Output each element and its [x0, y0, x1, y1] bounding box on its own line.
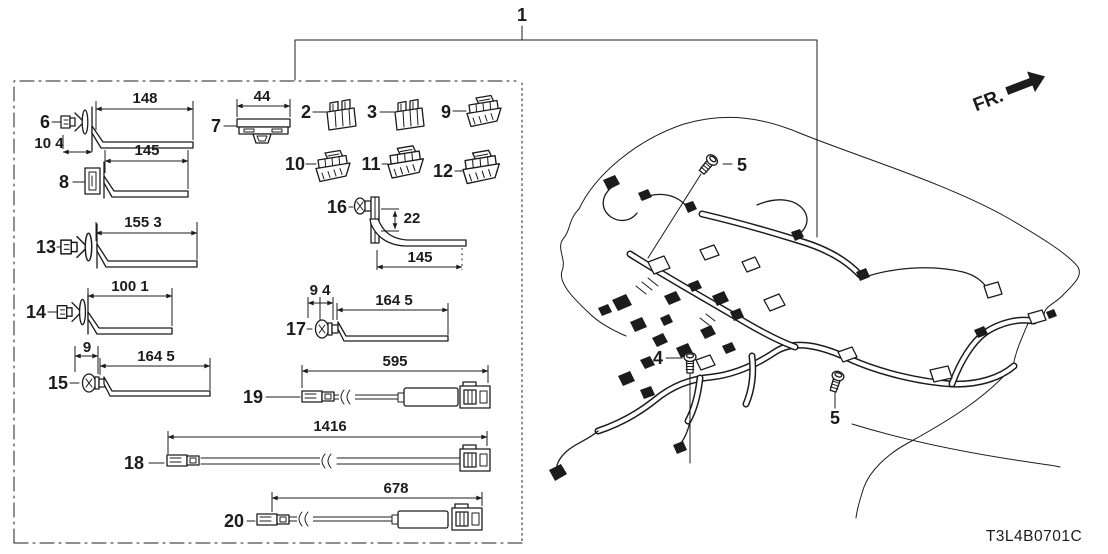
- part-ref-7[interactable]: 7: [210, 116, 222, 136]
- diagram-code: T3L4B0701C: [985, 528, 1083, 545]
- part-ref-14[interactable]: 14: [25, 302, 47, 322]
- dim-label-100-1: 100 1: [111, 278, 149, 295]
- part-item-16: [327, 197, 466, 270]
- clip-glyph: [85, 168, 100, 194]
- part-ref-8[interactable]: 8: [58, 172, 70, 192]
- part-ref-17[interactable]: 17: [285, 319, 307, 339]
- cable-break-symbol: [339, 389, 355, 405]
- part-item-6: [34, 90, 193, 152]
- cable-tube: [398, 511, 448, 528]
- cable-end-connector: [460, 445, 490, 471]
- part-item-17: [286, 282, 448, 341]
- part-item-2: [301, 100, 356, 131]
- cable-end-connector: [302, 391, 334, 402]
- fr-arrow-icon: [1003, 66, 1049, 101]
- part-item-13: [36, 214, 197, 268]
- fastener-ref-4[interactable]: 4: [652, 348, 664, 368]
- grommet-glyph: [316, 320, 339, 338]
- dim-label-9: 9: [82, 339, 92, 356]
- fastener-callout-5-upper: [648, 153, 747, 258]
- part-item-7: [211, 88, 290, 143]
- part-ref-2[interactable]: 2: [300, 102, 312, 122]
- part-item-8: [59, 142, 188, 198]
- parts-box-border: [14, 81, 523, 543]
- assembly-ref-label[interactable]: 1: [516, 5, 528, 25]
- part-ref-13[interactable]: 13: [35, 237, 57, 257]
- part-ref-9[interactable]: 9: [440, 102, 452, 122]
- part-ref-10[interactable]: 10: [284, 154, 306, 174]
- connector-housing-glyph: [316, 151, 350, 182]
- part-ref-6[interactable]: 6: [39, 112, 51, 132]
- part-ref-20[interactable]: 20: [223, 511, 245, 531]
- harness-connectors: [549, 175, 1057, 481]
- dim-label-595: 595: [382, 353, 408, 370]
- part-item-15: [48, 339, 210, 396]
- part-item-3: [367, 100, 424, 131]
- part-ref-12[interactable]: 12: [432, 161, 454, 181]
- dim-label-145: 145: [407, 249, 433, 266]
- part-ref-16[interactable]: 16: [326, 197, 348, 217]
- connector-housing-glyph: [388, 146, 423, 178]
- cable-end-connector: [257, 514, 289, 525]
- cable-tube: [404, 388, 458, 406]
- cable-end-connector: [460, 382, 490, 408]
- bolt-icon: [827, 370, 845, 393]
- fastener-ref-5-lower[interactable]: 5: [829, 408, 841, 428]
- dim-label-164-5: 164 5: [137, 348, 175, 365]
- bolt-icon: [684, 353, 696, 374]
- connector-housing-glyph: [463, 150, 499, 183]
- part-item-10: [285, 151, 350, 182]
- flat-connector-glyph: [237, 119, 290, 143]
- dim-label-164-5: 164 5: [375, 292, 413, 309]
- part-ref-19[interactable]: 19: [242, 387, 264, 407]
- dim-label-9-4: 9 4: [309, 282, 331, 299]
- instrument-panel-outline: [561, 117, 1080, 518]
- fr-direction-indicator: [969, 66, 1049, 116]
- dim-label-148: 148: [132, 90, 158, 107]
- bolt-icon: [697, 153, 719, 176]
- cable-break-symbol: [297, 511, 313, 527]
- fuse-glyph: [395, 100, 424, 131]
- dim-label-44: 44: [253, 88, 271, 105]
- dim-label-155-3: 155 3: [124, 214, 162, 231]
- dim-label-145: 145: [134, 142, 160, 159]
- part-item-14: [26, 278, 172, 334]
- dim-label-678: 678: [383, 480, 409, 497]
- dim-label-1416: 1416: [313, 418, 347, 435]
- part-item-12: [433, 150, 499, 183]
- part-item-20: [224, 480, 482, 531]
- part-item-19: [243, 353, 490, 408]
- fr-label: FR.: [970, 85, 1007, 117]
- part-ref-11[interactable]: 11: [361, 154, 381, 174]
- part-ref-15[interactable]: 15: [47, 373, 69, 393]
- part-ref-3[interactable]: 3: [366, 102, 378, 122]
- cable-break-symbol: [320, 453, 336, 469]
- cable-end-connector: [167, 455, 199, 466]
- connector-housing-glyph: [467, 96, 501, 127]
- harness-illustration: [549, 117, 1079, 518]
- fastener-callout-5-lower: [827, 370, 845, 428]
- part-ref-18[interactable]: 18: [123, 453, 145, 473]
- cable-end-connector: [452, 504, 482, 530]
- dim-label-10-4: 10 4: [34, 135, 64, 152]
- part-item-11: [361, 146, 423, 178]
- dim-label-22: 22: [403, 210, 421, 227]
- clip-glyph: [57, 299, 85, 324]
- fastener-ref-5-upper[interactable]: 5: [736, 155, 748, 175]
- fuse-glyph: [327, 100, 356, 131]
- grommet-glyph: [83, 374, 106, 392]
- part-item-9: [441, 96, 501, 127]
- part-item-18: [124, 418, 490, 473]
- clip-glyph: [61, 110, 88, 134]
- clip-glyph: [61, 233, 92, 261]
